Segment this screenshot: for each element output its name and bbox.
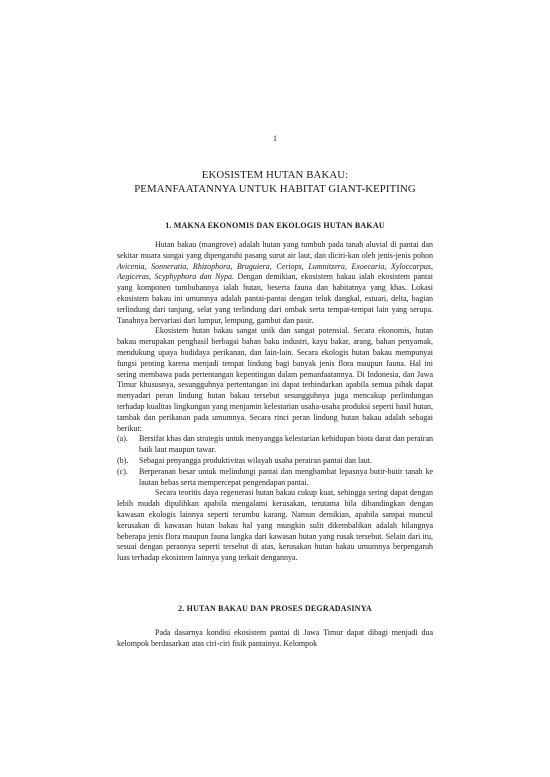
section-1-body (117, 240, 433, 564)
list-text: Bersifat khas dan strategis untuk menyangga kelestarian kehidupan biota darat dan perairan baik laut maupun tawar. (139, 434, 433, 455)
list-item (117, 456, 433, 467)
list-item (117, 434, 433, 456)
list-marker: (a). (117, 434, 128, 444)
title-line-2: PEMANFAATANNYA UNTUK HABITAT GIANT-KEPITING (134, 183, 416, 195)
document-title (0, 168, 550, 196)
paragraph-1 (117, 240, 433, 326)
paragraph-3: Secara teoritis daya regenerasi hutan bakau cukup kuat, sehingga sering dapat dengan lebih mudah dipulihkan apabila mengalami kerusakan, terutama bila dibandingkan dengan kawasan ekologis lainnya seperti terumbu karang. Namun demikian, apabila sampai muncul kerusakan di kawasan hutan bakau hal yang mungkin sulit dikembalikan adalah hilangnya beberapa jenis flora maupun fauna langka dari kawasan hutan yang rusak tersebut. Selain dari itu, sesuai dengan perannya seperti tersebut di atas, kerusakan hutan bakau umumnya berpengaruh luas terhadap ekosistem lainnya yang terkait dengannya. (117, 488, 433, 563)
paragraph-1-text-a: Hutan bakau (mangrove) adalah hutan yang tumbuh pada tanah aluvial di pantai dan sekitar muara sungai yang dipengaruhi pasang surut air laut, dan diciri-kan oleh jenis-jenis pohon (117, 240, 433, 260)
section-2-body (117, 628, 433, 650)
paragraph-1-text-b: Dengan demikian, ekosistem bakau ialah ekosistem pantai yang komponen tumbuhannya ialah hutan, beserta fauna dan habitatnya yang khas. Lokasi ekosistem bakau ini umumnya adalah pantai-pantai dengan teluk dangkal, estuari, delta, bagian terlindung dari tanjung, selat yang terlindung dari ombak serta tempat-tempat lain yang serupa. Tanahnya bervariasi dari lumpur, lempung, gambut dan pasir. (117, 272, 433, 325)
paragraph-4: Pada dasarnya kondisi ekosistem pantai di Jawa Timur dapat dibagi menjadi dua kelompok berdasarkan atas ciri-ciri fisik pantainya. Kelompok (117, 628, 433, 648)
role-list (117, 434, 433, 488)
section-1-heading: 1. MAKNA EKONOMIS DAN EKOLOGIS HUTAN BAKAU (165, 221, 385, 230)
title-line-1: EKOSISTEM HUTAN BAKAU: (201, 169, 349, 181)
list-item (117, 467, 433, 489)
list-text: Sebagai penyangga produktivitas wilayah usaha perairan pantai dan laut. (139, 455, 373, 465)
page-number: 1 (273, 134, 277, 143)
list-text: Berperanan besar untuk melindungi pantai dan menghambat lepasnya butir-butir tanah ke lautan bebas serta mempercepat pengendapan pantai. (139, 466, 433, 487)
section-2-heading: 2. HUTAN BAKAU DAN PROSES DEGRADASINYA (178, 604, 372, 613)
list-marker: (b). (117, 455, 129, 465)
species-list: Avicenia, Sonneratia, Rhizophora, Bruguiera, Ceriops, Lumnitzera, Exoecaria, Xyloccarpus, Aegiceras, Scyphyphora dan Nypa. (117, 261, 433, 282)
list-marker: (c). (117, 466, 128, 476)
paragraph-2: Ekosistem hutan bakau sangat unik dan sangat potensial. Secara ekonomis, hutan bakau merupakan penghasil berbagai bahan baku industri, kayu bakar, arang, bahan penyamak, mendukung upaya budidaya perikanan, dan lain-lain. Secara ekologis hutan bakau mempunyai fungsi penting karena menjadi tempat lindung bagi banyak jenis flora maupun fauna. Hal ini sering membawa pada pertentangan kepentingan dalam pemanfaatannya. Di Indonesia, dan Jawa Timur khususnya, sesungguhnya pertentangan ini dapat terhindarkan apabila semua pihak dapat menyadari peran lindung hutan bakau tersebut sesungguhnya juga mencakup perlindungan terhadap kualitas lingkungan yang menjamin kelestarian usaha-usaha produksi seperti hasil hutan, tambak dan perikanan pada umumnya. Secara rinci peran lindung hutan bakau adalah sebagai berikut: (117, 326, 433, 433)
